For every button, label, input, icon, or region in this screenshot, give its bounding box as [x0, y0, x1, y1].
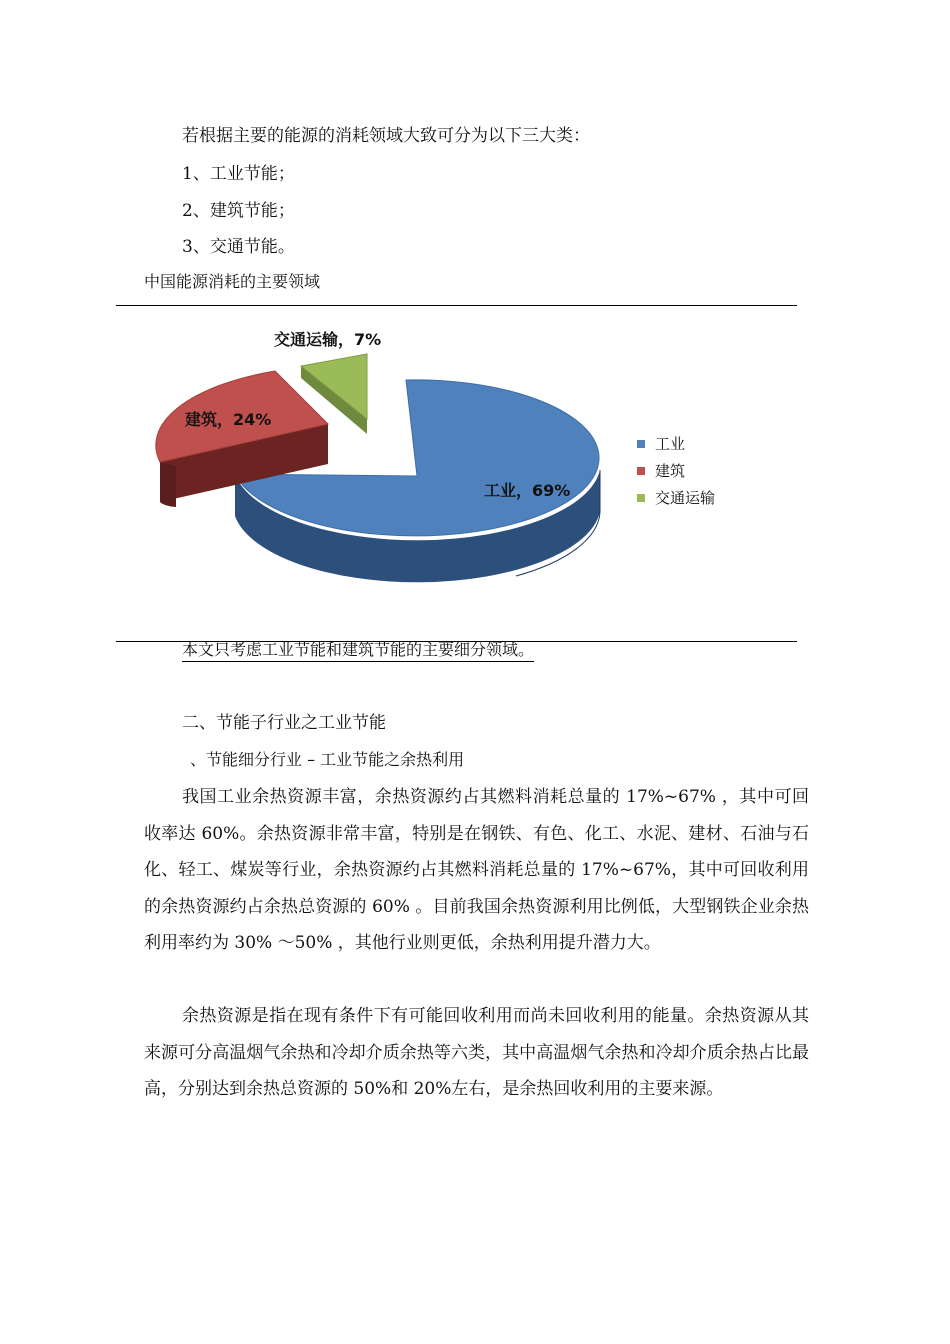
data-label-transport: 交通运输，7%: [274, 330, 382, 349]
paragraph-1: 我国工业余热资源丰富，余热资源约占其燃料消耗总量的 17%~67% ，其中可回收率达 60%。余热资源非常丰富，特别是在钢铁、有色、化工、水泥、建材、石油与石化、轻工、煤炭等行业，余热资源约占其燃料消耗总量的 17%~67%，其中可回收利用的余热资源约占余热总资源的 60% 。目前我国余热资源利用比例低，大型钢铁企业余热利用率约为 30% ～50% ，其他行业则更低，余热利用提升潜力大。: [144, 787, 809, 953]
legend-swatch-industry: [637, 440, 645, 448]
legend-item-building: [637, 460, 685, 481]
legend-label-industry: 工业: [655, 435, 686, 453]
chart-legend: [637, 433, 787, 523]
intro-lead: 若根据主要的能源的消耗领域大致可分为以下三大类：: [182, 126, 590, 146]
paragraph-2: 余热资源是指在现有条件下有可能回收利用而尚未回收利用的能量。余热资源从其来源可分高温烟气余热和冷却介质余热等六类，其中高温烟气余热和冷却介质余热占比最高，分别达到余热总资源的 50%和 20%左右，是余热回收利用的主要来源。: [144, 1006, 809, 1099]
figure-title: 中国能源消耗的主要领域: [144, 272, 321, 291]
intro-item-3: 3、交通节能。: [182, 237, 295, 257]
intro-item-1: 1、工业节能；: [182, 164, 295, 184]
subsection-heading: 、节能细分行业 – 工业节能之余热利用: [190, 750, 465, 769]
figure-note: 本文只考虑工业节能和建筑节能的主要细分领域。: [182, 640, 534, 662]
intro-item-2: 2、建筑节能；: [182, 201, 295, 221]
legend-item-industry: [637, 433, 685, 454]
data-label-building: 建筑，24%: [185, 410, 272, 429]
pie-chart: [116, 306, 797, 642]
legend-label-transport: 交通运输: [655, 489, 716, 507]
legend-swatch-transport: [637, 494, 645, 502]
legend-swatch-building: [637, 467, 645, 475]
legend-label-building: 建筑: [655, 462, 686, 480]
section-heading: 二、节能子行业之工业节能: [182, 713, 386, 733]
legend-item-transport: [637, 487, 715, 508]
data-label-industry: 工业，69%: [484, 481, 571, 500]
